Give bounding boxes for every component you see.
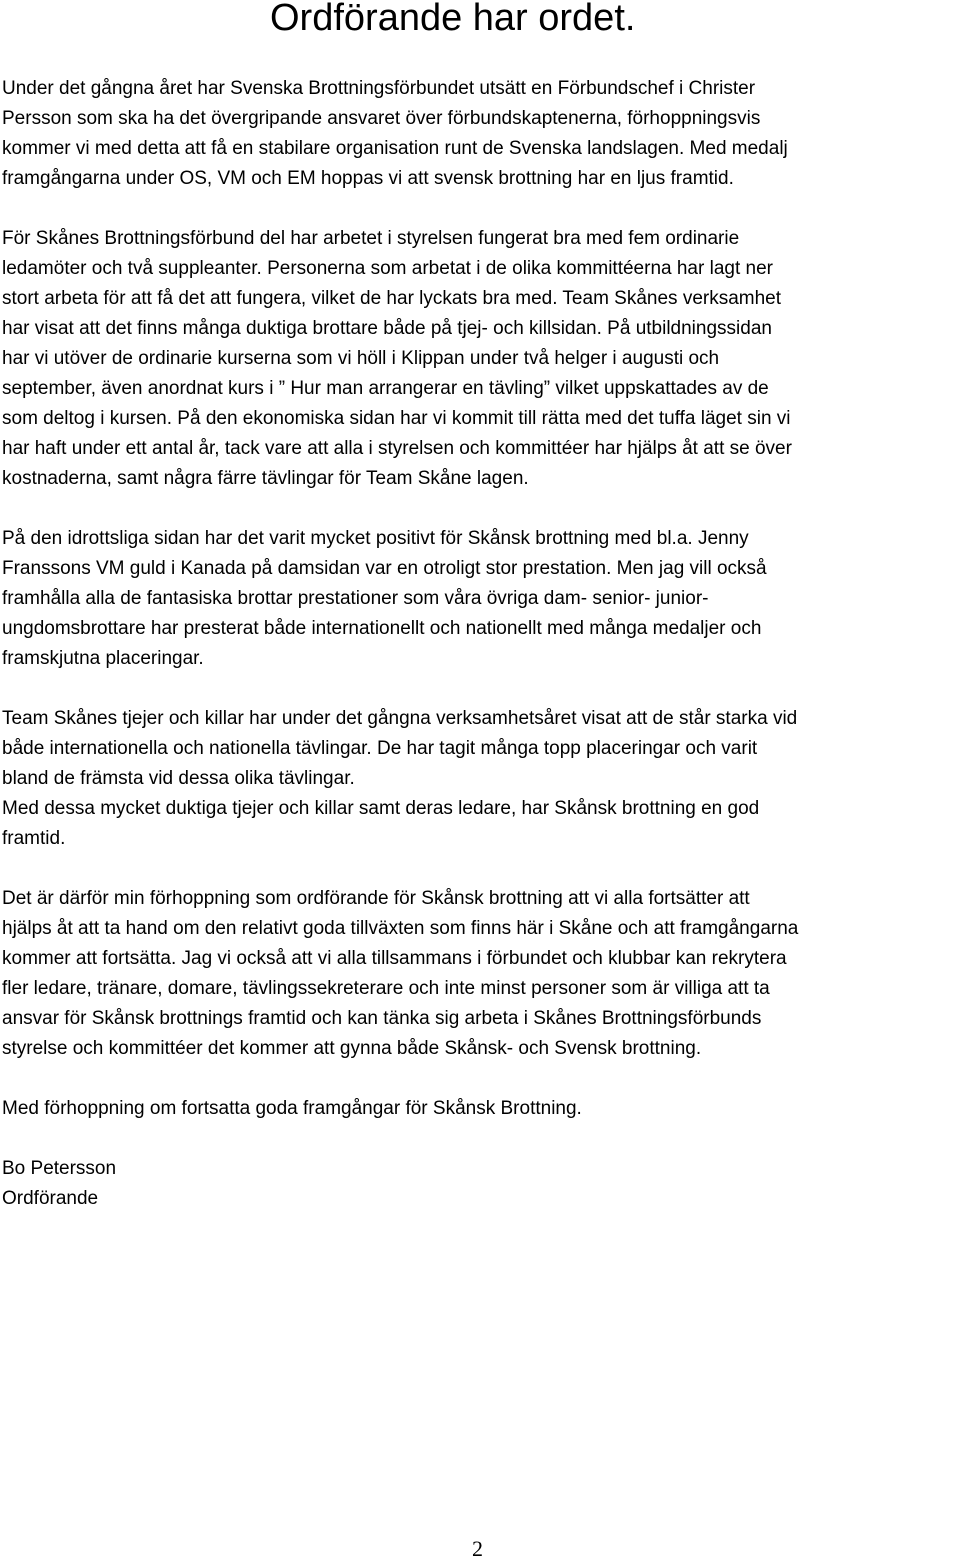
- text-line: kommer att fortsätta. Jag vi också att vi alla tillsammans i förbundet och klubbar kan rekrytera: [2, 948, 787, 969]
- text-line: Persson som ska ha det övergripande ansvaret över förbundskaptenerna, förhoppningsvis: [2, 108, 761, 129]
- text-line: ansvar för Skånsk brottnings framtid och kan tänka sig arbeta i Skånes Brottningsförbunds: [2, 1008, 762, 1029]
- text-line: Med förhoppning om fortsatta goda framgångar för Skånsk Brottning.: [2, 1098, 582, 1119]
- signature-role: Ordförande: [2, 1188, 99, 1209]
- text-line: har haft under ett antal år, tack vare att alla i styrelsen och kommittéer har hjälps åt att se över: [2, 438, 792, 459]
- paragraph-gap: [2, 494, 958, 524]
- paragraph-2: [2, 224, 958, 494]
- text-line: Team Skånes tjejer och killar har under det gångna verksamhetsåret visat att de står starka vid: [2, 708, 798, 729]
- paragraph-5: [2, 884, 958, 1064]
- text-line: styrelse och kommittéer det kommer att gynna både Skånsk- och Svensk brottning.: [2, 1038, 702, 1059]
- paragraph-3: [2, 524, 958, 674]
- signature-block: [2, 1154, 958, 1214]
- paragraph-gap: [2, 854, 958, 884]
- text-line: Franssons VM guld i Kanada på damsidan var en otroligt stor prestation. Men jag vill också: [2, 558, 767, 579]
- page-title: Ordförande har ordet.: [270, 0, 636, 39]
- text-line: september, även anordnat kurs i ” Hur man arrangerar en tävling” vilket uppskattades av de: [2, 378, 769, 399]
- text-line: både internationella och nationella tävlingar. De har tagit många topp placeringar och varit: [2, 738, 758, 759]
- text-line: Med dessa mycket duktiga tjejer och killar samt deras ledare, har Skånsk brottning en god: [2, 798, 760, 819]
- text-line: hjälps åt att ta hand om den relativt goda tillväxten som finns här i Skåne och att framgångarna: [2, 918, 799, 939]
- text-line: Under det gångna året har Svenska Brottningsförbundet utsätt en Förbundschef i Christer: [2, 78, 756, 99]
- paragraph-6: [2, 1094, 958, 1124]
- paragraph-gap: [2, 674, 958, 704]
- text-line: För Skånes Brottningsförbund del har arbetet i styrelsen fungerat bra med fem ordinarie: [2, 228, 740, 249]
- text-line: kommer vi med detta att få en stabilare organisation runt de Svenska landslagen. Med medalj: [2, 138, 788, 159]
- paragraph-gap: [2, 194, 958, 224]
- page-number: 2: [472, 1536, 483, 1561]
- text-line: som deltog i kursen. På den ekonomiska sidan har vi kommit till rätta med det tuffa läget sin vi: [2, 408, 791, 429]
- paragraph-4: [2, 704, 958, 854]
- signature-name: Bo Petersson: [2, 1158, 117, 1179]
- text-line: framskjutna placeringar.: [2, 648, 204, 669]
- text-line: framtid.: [2, 828, 66, 849]
- text-line: har visat att det finns många duktiga brottare både på tjej- och killsidan. På utbildningssidan: [2, 318, 772, 339]
- document-body: [2, 74, 958, 1214]
- text-line: framhålla alla de fantasiska brottar prestationer som våra övriga dam- senior- junior-: [2, 588, 709, 609]
- text-line: ungdomsbrottare har presterat både internationellt och nationellt med många medaljer och: [2, 618, 762, 639]
- text-line: bland de främsta vid dessa olika tävlingar.: [2, 768, 355, 789]
- text-line: fler ledare, tränare, domare, tävlingssekreterare och inte minst personer som är villiga att ta: [2, 978, 770, 999]
- text-line: stort arbeta för att få det att fungera, vilket de har lyckats bra med. Team Skånes verksamhet: [2, 288, 782, 309]
- text-line: kostnaderna, samt några färre tävlingar för Team Skåne lagen.: [2, 468, 529, 489]
- text-line: framgångarna under OS, VM och EM hoppas vi att svensk brottning har en ljus framtid.: [2, 168, 734, 189]
- text-line: har vi utöver de ordinarie kurserna som vi höll i Klippan under två helger i augusti och: [2, 348, 720, 369]
- text-line: På den idrottsliga sidan har det varit mycket positivt för Skånsk brottning med bl.a. Jenny: [2, 528, 749, 549]
- paragraph-gap: [2, 1064, 958, 1094]
- text-line: ledamöter och två suppleanter. Personerna som arbetat i de olika kommittéerna har lagt ner: [2, 258, 773, 279]
- text-line: Det är därför min förhoppning som ordförande för Skånsk brottning att vi alla fortsätter att: [2, 888, 750, 909]
- paragraph-gap: [2, 1124, 958, 1154]
- paragraph-1: [2, 74, 958, 194]
